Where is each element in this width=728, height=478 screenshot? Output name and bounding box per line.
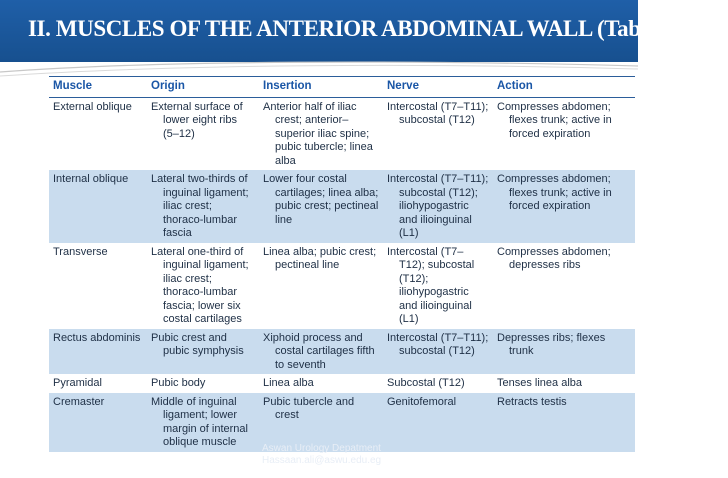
watermark-email: Hassaan.ali@aswu.edu.eg (262, 455, 382, 466)
cell-insertion: Linea alba; pubic crest; pectineal line (259, 243, 383, 329)
slide-title (28, 16, 728, 42)
page-reference: P185 (702, 24, 728, 39)
header-origin: Origin (147, 77, 259, 98)
cell-origin: Lateral one-third of inguinal ligament; iliac crest; thoraco-lumbar fascia; lower six costal cartilages (147, 243, 259, 329)
cell-muscle: Transverse (49, 243, 147, 329)
cell-muscle: Internal oblique (49, 170, 147, 243)
cell-nerve: Subcostal (T12) (383, 374, 493, 393)
slide-title-text: II. MUSCLES OF THE ANTERIOR ABDOMINAL WALL (Table 5-1) (28, 16, 699, 41)
cell-insertion: Pubic tubercle and crest (259, 393, 383, 452)
cell-insertion: Linea alba (259, 374, 383, 393)
cell-action: Compresses abdomen; depresses ribs (493, 243, 635, 329)
header-nerve: Nerve (383, 77, 493, 98)
title-banner (0, 0, 728, 62)
cell-nerve: Intercostal (T7–T11); subcostal (T12); iliohypogastric and ilioinguinal (L1) (383, 170, 493, 243)
cell-origin: External surface of lower eight ribs (5–12) (147, 97, 259, 170)
cell-action: Compresses abdomen; flexes trunk; active in forced expiration (493, 97, 635, 170)
cell-muscle: Cremaster (49, 393, 147, 452)
cell-nerve: Intercostal (T7–T11); subcostal (T12) (383, 97, 493, 170)
header-action: Action (493, 77, 635, 98)
header-muscle: Muscle (49, 77, 147, 98)
cell-insertion: Lower four costal cartilages; linea alba; pubic crest; pectineal line (259, 170, 383, 243)
header-insertion: Insertion (259, 77, 383, 98)
cell-origin: Pubic crest and pubic symphysis (147, 329, 259, 375)
cell-action: Tenses linea alba (493, 374, 635, 393)
table-row (49, 170, 635, 243)
cell-muscle: Pyramidal (49, 374, 147, 393)
watermark (262, 443, 381, 467)
table-header-row (49, 77, 635, 98)
cell-origin: Pubic body (147, 374, 259, 393)
table-row (49, 243, 635, 329)
cell-origin: Middle of inguinal ligament; lower margin of internal oblique muscle (147, 393, 259, 452)
cell-action: Compresses abdomen; flexes trunk; active in forced expiration (493, 170, 635, 243)
cell-origin: Lateral two-thirds of inguinal ligament; iliac crest; thoraco-lumbar fascia (147, 170, 259, 243)
cell-action: Retracts testis (493, 393, 635, 452)
watermark-department: Aswan Urology Depatment (262, 443, 381, 454)
cell-nerve: Intercostal (T7–T11); subcostal (T12) (383, 329, 493, 375)
cell-action: Depresses ribs; flexes trunk (493, 329, 635, 375)
table-row (49, 97, 635, 170)
muscles-table (49, 76, 635, 452)
cell-muscle: Rectus abdominis (49, 329, 147, 375)
cell-nerve: Intercostal (T7–T12); subcostal (T12); iliohypogastric and ilioinguinal (L1) (383, 243, 493, 329)
cell-nerve: Genitofemoral (383, 393, 493, 452)
cell-insertion: Anterior half of iliac crest; anterior–superior iliac spine; pubic tubercle; linea alba (259, 97, 383, 170)
table-row (49, 329, 635, 375)
table-row (49, 374, 635, 393)
cell-insertion: Xiphoid process and costal cartilages fifth to seventh (259, 329, 383, 375)
cell-muscle: External oblique (49, 97, 147, 170)
